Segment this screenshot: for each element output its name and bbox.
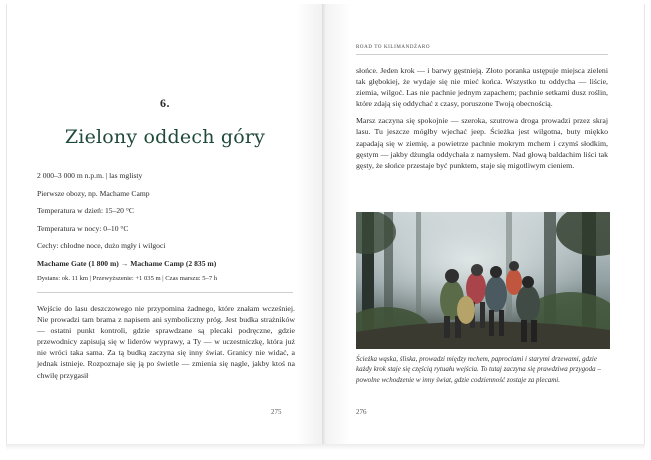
- left-page-number: 275: [271, 408, 282, 416]
- page-shadow: [6, 444, 645, 450]
- route-line: Machame Gate (1 800 m) → Machame Camp (2 835 m): [37, 258, 217, 268]
- photo-caption: Ścieżka wąska, śliska, prowadzi między mchem, paprociami i starymi drzewami, gdzie każdy krok staje się częścią rytuału wejścia. To tutaj zaczyna się prawdziwa przygoda – powolne wchodzenie w inny świat, gdzie codzienność zostaje za plecami.: [356, 355, 601, 384]
- right-body-text: [356, 65, 608, 177]
- route-stats: Dystans: ok. 11 km | Przewyższenie: +1 035 m | Czas marszu: 5–7 h: [37, 274, 218, 282]
- fact-day-temperature: Temperatura w dzień: 15–20 °C: [37, 206, 134, 216]
- chapter-number: 6.: [160, 96, 170, 110]
- left-page: [6, 4, 322, 444]
- left-body-text: [37, 303, 295, 387]
- chapter-title: Zielony oddech góry: [64, 126, 266, 148]
- section-divider: [37, 292, 293, 293]
- fact-altitude: 2 000–3 000 m n.p.m. | las mglisty: [37, 171, 143, 180]
- header-rule: [356, 54, 608, 55]
- rainforest-hikers-photo: [356, 212, 610, 349]
- right-page: [326, 4, 645, 444]
- fact-night-temperature: Temperatura w nocy: 0–10 °C: [37, 223, 129, 233]
- book-spread: [6, 4, 645, 444]
- left-paragraph: Wejście do lasu deszczowego nie przypomina żadnego, które znałam wcześniej. Nie prowadzi tam brama z napisem ani symboliczny próg. Jest budka strażników — ostatni punkt kontroli, gdzie sprawdzane są plecaki podręczne, gdzie przewodnicy zapisują się w liderów wyprawy, a Ty — w uczestniczkę, która już nie wróci taka sama. Za tą budką zaczyna się inny świat. Granicy nie widać, a jednak istnieje. Rozpoznaje się ją po świetle — zmienia się nagle, jakby ktoś na chwilę przygasił: [37, 304, 295, 380]
- running-head: ROAD TO KILIMANDŻARO: [356, 45, 431, 50]
- right-paragraph-1: słońce. Jeden krok — i barwy gęstnieją. Złoto poranka ustępuje miejsca zieleni tak głębokiej, że wydaje się nie mieć końca. Wszystko tu oddycha — liście, ziemia, wilgoć. Las nie pachnie jednym zapachem; pachnie setkami dusz roślin, które zdają się oddychać z czasy, poruszone Twoją obecnością.: [356, 66, 608, 109]
- chapter-facts: [37, 170, 297, 291]
- right-paragraph-2: Marsz zaczyna się spokojnie — szeroka, szutrowa droga prowadzi przez skraj lasu. Tu jeszcze mógłby wjechać jeep. Ścieżka jest wilgotna, buty miękko zapadają się w ziemię, a powietrze pachnie mokrym mchem i czymś słodkim, gęstym — jakby dżungla oddychała z namysłem. Nad głową baldachim liści tak gęsty, że słońce przestaje być punktem, staje się migotliwym cieniem.: [356, 116, 608, 170]
- right-page-number: 276: [356, 408, 367, 416]
- fact-features: Cechy: chłodne noce, dużo mgły i wilgoci: [37, 241, 166, 251]
- fact-camps: Pierwsze obozy, np. Machame Camp: [37, 188, 150, 198]
